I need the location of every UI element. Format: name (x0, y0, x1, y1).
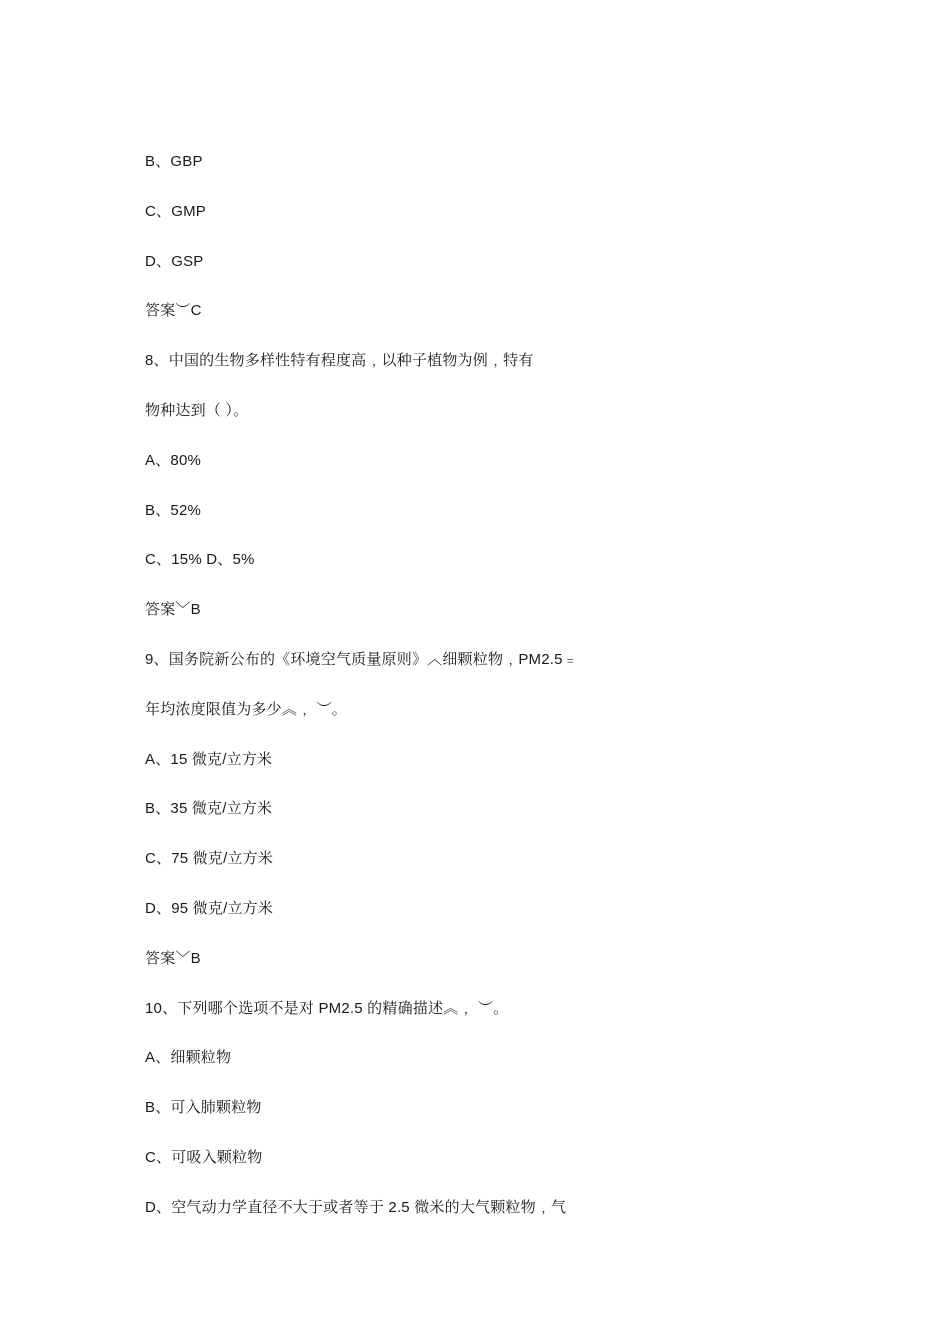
text-body (145, 150, 845, 1246)
question-9-line-1: 9、国务院新公布的《环境空气质量原则》︿细颗粒物﹐PM2.5﹦ (145, 650, 578, 668)
q10-option-b: B、可入肺颗粒物 (145, 1099, 262, 1117)
q10-option-c: C、可吸入颗粒物 (145, 1148, 263, 1166)
q9-option-b: B、35 微克/立方米 (145, 800, 273, 818)
option-c-gmp: C、GMP (145, 202, 207, 220)
answer-8: 答案﹀B (145, 601, 201, 619)
question-8-line-1: 8、中国的生物多样性特有程度高﹐以种子植物为例﹐特有 (145, 352, 534, 370)
q8-option-c-d: C、15% D、5% (145, 551, 255, 569)
q10-option-d: D、空气动力学直径不大于或者等于 2.5 微米的大气颗粒物﹐气 (145, 1198, 567, 1216)
q9-option-d: D、95 微克/立方米 (145, 899, 274, 917)
question-9-line-2: 年均浓度限值为多少︽﹐ ︶。 (145, 700, 347, 718)
option-d-gsp: D、GSP (145, 252, 204, 270)
q10-option-a: A、细颗粒物 (145, 1049, 232, 1067)
question-10: 10、下列哪个选项不是对 PM2.5 的精确描述︽﹐ ︶。 (145, 999, 509, 1017)
answer-7: 答案︶C (145, 302, 202, 320)
option-b-gbp: B、GBP (145, 153, 203, 170)
question-8-line-2: 物种达到（ ）。 (145, 401, 249, 419)
q8-option-b: B、52% (145, 501, 202, 519)
q9-option-a: A、15 微克/立方米 (145, 750, 273, 768)
q8-option-a: A、80% (145, 451, 202, 469)
q9-option-c: C、75 微克/立方米 (145, 850, 274, 868)
answer-9: 答案﹀B (145, 949, 201, 967)
